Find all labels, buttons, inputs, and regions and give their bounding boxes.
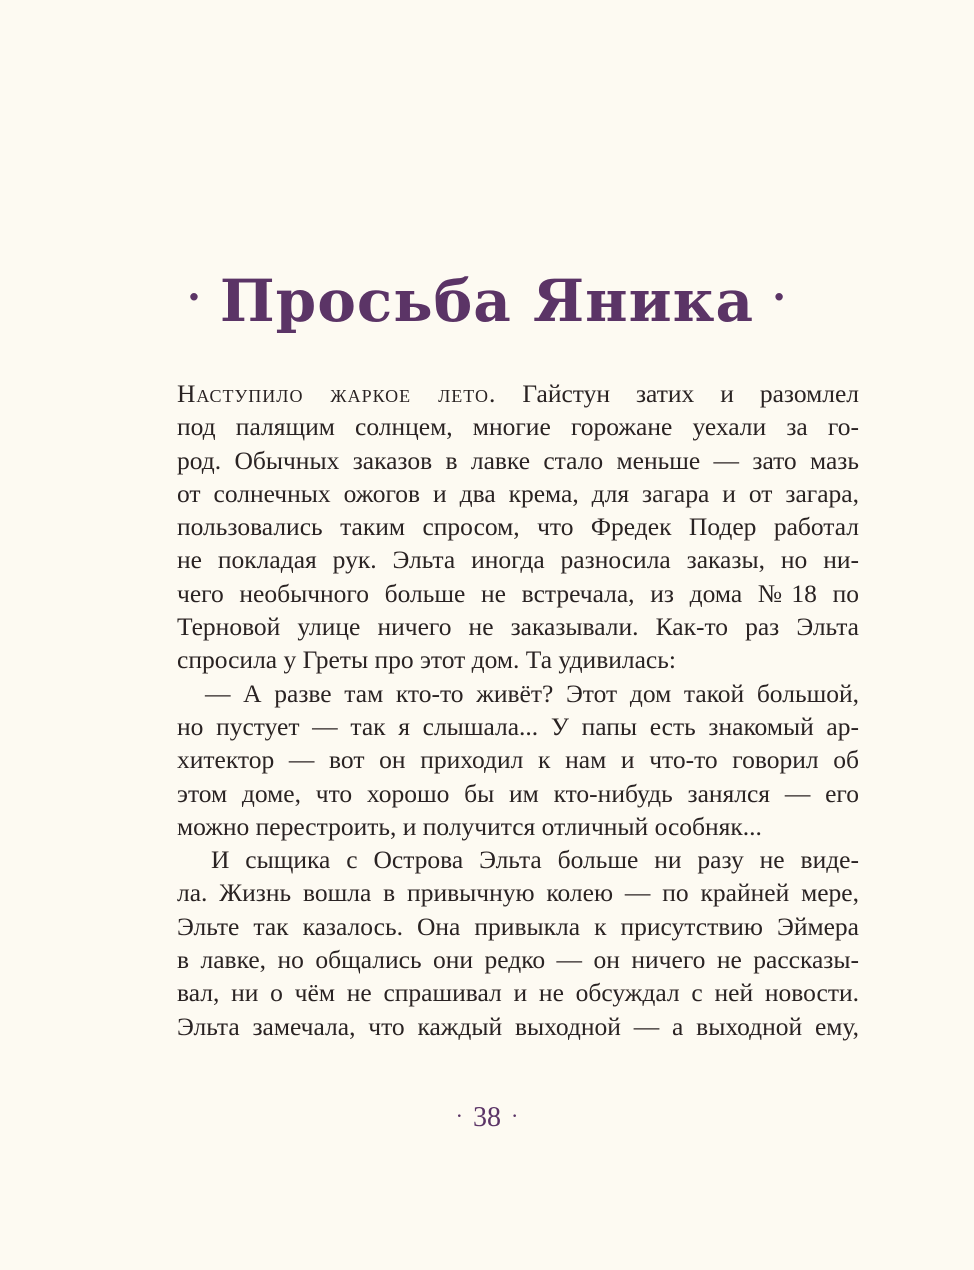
text-line: но пустует — так я слышала... У папы есть знакомый ар- — [177, 711, 859, 741]
text-line: можно перестроить, и получится отличный особняк... — [177, 811, 762, 841]
lead-smallcaps: Наступило жаркое лето. — [177, 379, 497, 408]
text-line: спросила у Греты про этот дом. Та удивилась: — [177, 645, 676, 675]
text-line: от солнечных ожогов и два крема, для загара и от загара, — [177, 478, 859, 508]
page-number-dot-left: · — [455, 1103, 463, 1128]
chapter-title — [0, 262, 974, 337]
page-number-dot-right: · — [511, 1103, 519, 1128]
text-line: чего необычного больше не встречала, из дома №18 по — [177, 578, 859, 608]
text-line: Эльта замечала, что каждый выходной — а выходной ему, — [177, 1011, 859, 1041]
text-line: Эльте так казалось. Она привыкла к присутствию Эймера — [177, 911, 859, 941]
text-line: не покладая рук. Эльта иногда разносила заказы, но ни- — [177, 545, 859, 575]
title-dot-left: · — [186, 274, 202, 321]
text-line: род. Обычных заказов в лавке стало меньше — зато мазь — [177, 445, 859, 475]
body-text — [177, 377, 859, 1043]
text-line: хитектор — вот он приходил к нам и что-то говорил об — [177, 745, 859, 775]
text-line: ла. Жизнь вошла в привычную колею — по крайней мере, — [177, 878, 859, 908]
paragraph-start-line: И сыщика с Острова Эльта больше ни разу не виде- — [211, 845, 859, 875]
text-line: этом доме, что хорошо бы им кто-нибудь занялся — его — [177, 778, 859, 808]
text-line: вал, ни о чём не спрашивал и не обсуждал с ней новости. — [177, 978, 859, 1008]
dialogue-line: — А разве там кто-то живёт? Этот дом такой большой, — [205, 678, 859, 708]
page-number-text: 38 — [473, 1102, 501, 1133]
text-line: Наступило жаркое лето. Гайстун затих и разомлел — [177, 379, 859, 408]
text-line: в лавке, но общались они редко — он ничего не рассказы- — [177, 945, 859, 975]
page-number — [0, 1096, 974, 1138]
title-dot-right: · — [772, 274, 788, 321]
chapter-title-text: Просьба Яника — [219, 267, 755, 335]
text-line: пользовались таким спросом, что Фредек Подер работал — [177, 512, 859, 542]
text-line: под палящим солнцем, многие горожане уехали за го- — [177, 412, 859, 442]
text-line: Терновой улице ничего не заказывали. Как-то раз Эльта — [177, 612, 859, 642]
